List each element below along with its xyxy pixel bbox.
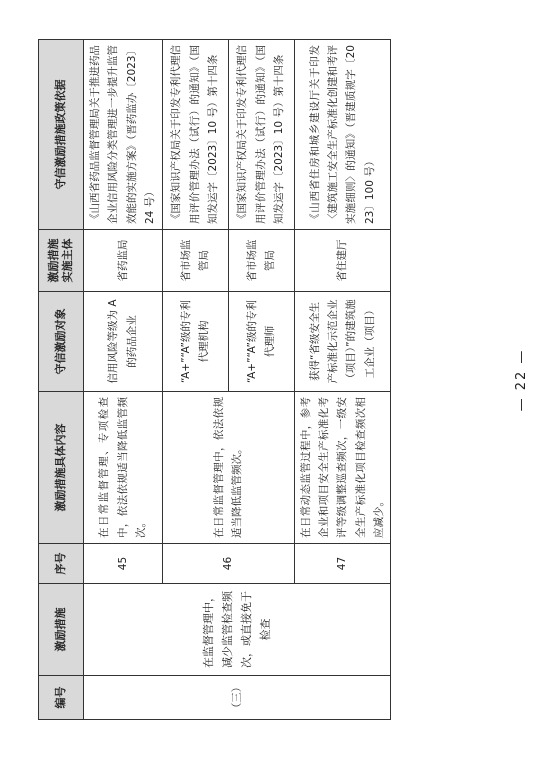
row-agency: 省住建厅 (294, 230, 391, 292)
row-content: 在日常监督管理中，依法依规适当降低监管频次。 (162, 392, 294, 544)
row-basis: 《山西省药品监督管理局关于推进药品企业信用风险分类管理进一步提升监管效能的实施方案》（晋药监办〔2023〕24 号） (84, 40, 163, 230)
row-target: “A+”“A”级的专利代理师 (228, 292, 294, 392)
group-number: （三） (84, 676, 391, 720)
header-number: 编号 (39, 676, 84, 720)
row-agency: 省市场监管局 (228, 230, 294, 292)
header-measure: 激励措施 (39, 584, 84, 676)
header-target: 守信激励对象 (39, 292, 84, 392)
row-agency: 省药监局 (84, 230, 163, 292)
row-seq: 47 (294, 544, 391, 584)
page-number: — 22 — (514, 348, 529, 412)
row-basis: 《国家知识产权局关于印发专利代理信用评价管理办法（试行）的通知》（国知发运字〔2023〕10 号）第十四条 (228, 40, 294, 230)
group-measure: 在监督管理中，减少监管检查频次，或直接免于检查 (84, 584, 391, 676)
row-seq: 45 (84, 544, 163, 584)
table-row (84, 40, 163, 720)
header-content: 激励措施具体内容 (39, 392, 84, 544)
row-content: 在日常监督管理、专项检查中，依法依规适当降低监管频次。 (84, 392, 163, 544)
row-target: “A+”“A”级的专利代理机构 (162, 292, 228, 392)
row-target: 信用风险等级为 A 的药品企业 (84, 292, 163, 392)
row-basis: 《国家知识产权局关于印发专利代理信用评价管理办法（试行）的通知》（国知发运字〔2023〕10 号）第十四条 (162, 40, 228, 230)
row-seq: 46 (162, 544, 294, 584)
row-agency: 省市场监管局 (162, 230, 228, 292)
header-agency: 激励措施实施主体 (39, 230, 84, 292)
row-basis: 《山西省住房和城乡建设厅关于印发〈建筑施工安全生产标准化创建和考评实施细则〉的通知》（晋建质规字〔2023〕100 号） (294, 40, 391, 230)
row-target: 获得“省级安全生产标准化示范企业（项目）”的建筑施工企业（项目） (294, 292, 391, 392)
header-basis: 守信激励措施政策依据 (39, 40, 84, 230)
row-content: 在日常动态监管过程中，参考企业和项目安全生产标准化考评等级调整巡查频次，一级安全生产标准化项目检查频次相应减少。 (294, 392, 391, 544)
table-header-row (39, 40, 84, 720)
incentive-measures-table (38, 39, 391, 720)
header-seq: 序号 (39, 544, 84, 584)
